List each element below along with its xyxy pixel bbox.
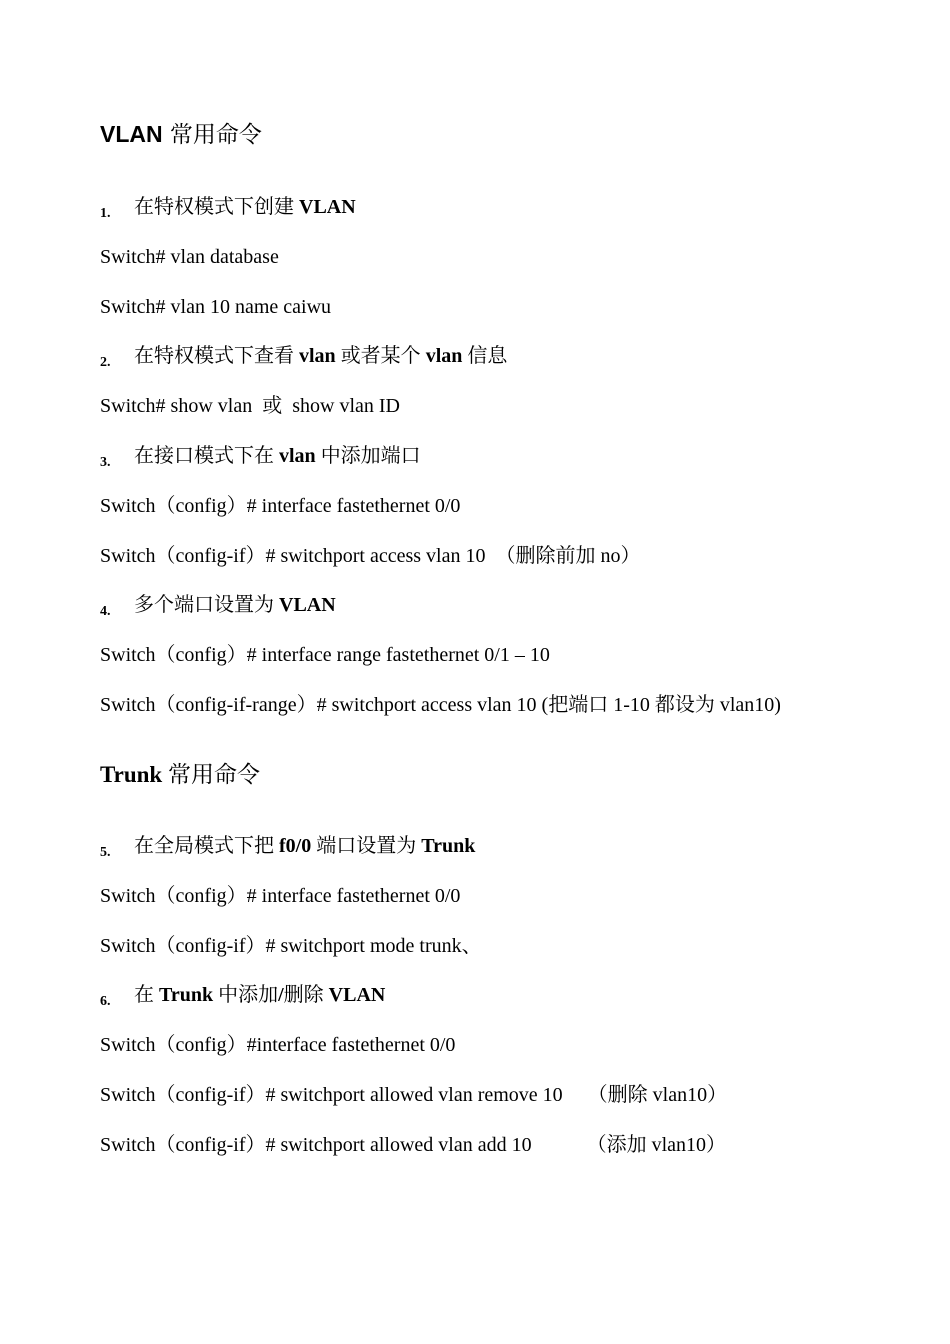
list-item-6: 6. 在 Trunk 中添加/删除 VLAN: [100, 984, 386, 1009]
command-line: Switch# vlan 10 name caiwu: [100, 296, 332, 318]
command-line: Switch# vlan database: [100, 246, 279, 268]
list-item-1: 1. 在特权模式下创建 VLAN: [100, 196, 356, 221]
command-line: Switch（config）# interface range fastethernet 0/1 – 10: [100, 644, 550, 666]
command-line: Switch（config）# interface fastethernet 0/0: [100, 885, 461, 907]
command-line: Switch（config-if）# switchport allowed vlan add 10 （添加 vlan10）: [100, 1134, 727, 1156]
command-line: Switch（config）# interface fastethernet 0/0: [100, 495, 461, 517]
section-title-vlan: VLAN 常用命令: [100, 121, 262, 148]
list-item-4: 4. 多个端口设置为 VLAN: [100, 594, 336, 619]
list-item-5: 5. 在全局模式下把 f0/0 端口设置为 Trunk: [100, 835, 476, 860]
command-line: Switch# show vlan 或 show vlan ID: [100, 395, 400, 417]
command-line: Switch（config）#interface fastethernet 0/0: [100, 1034, 456, 1056]
list-item-3: 3. 在接口模式下在 vlan 中添加端口: [100, 445, 421, 470]
list-item-2: 2. 在特权模式下查看 vlan 或者某个 vlan 信息: [100, 345, 508, 370]
command-line: Switch（config-if）# switchport access vlan 10 （删除前加 no）: [100, 545, 641, 567]
command-line: Switch（config-if）# switchport allowed vlan remove 10 （删除 vlan10）: [100, 1084, 728, 1106]
section-title-trunk: Trunk 常用命令: [100, 762, 260, 787]
command-line: Switch（config-if-range）# switchport access vlan 10 (把端口 1-10 都设为 vlan10): [100, 694, 781, 716]
command-line: Switch（config-if）# switchport mode trunk、: [100, 935, 482, 957]
